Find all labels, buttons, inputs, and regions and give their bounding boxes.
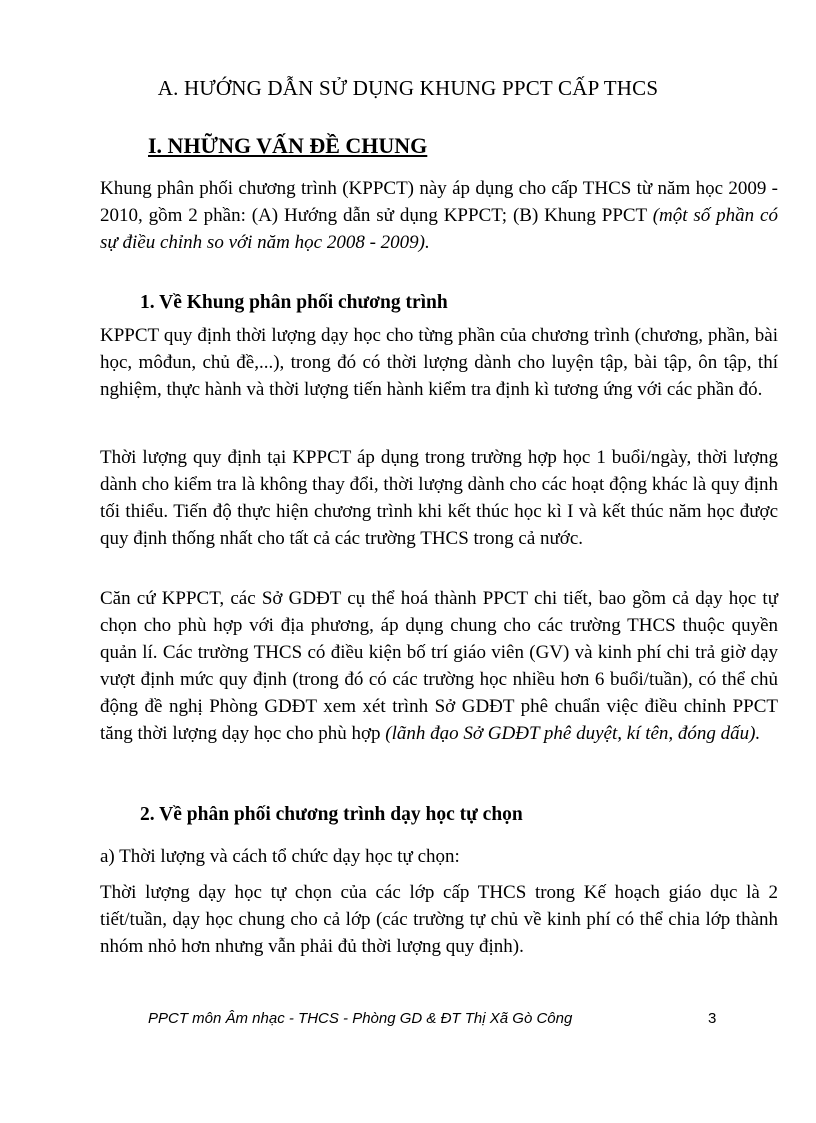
intro-text: Khung phân phối chương trình (KPPCT) này áp dụng cho cấp THCS từ năm học 2009 - 2010, gồm 2 phần: (A) Hướng dẫn sử dụng KPPCT; (B) Khung PPCT xyxy=(100,178,778,226)
subsection-2-paragraph-2: Thời lượng dạy học tự chọn của các lớp cấp THCS trong Kế hoạch giáo dục là 2 tiết/tuần, dạy học chung cho cả lớp (các trường tự chủ về kinh phí có thể chia lớp thành nhóm nhỏ hơn nhưng vẫn phải đủ thời lượng quy định). xyxy=(100,882,778,957)
document-title: A. HƯỚNG DẪN SỬ DỤNG KHUNG PPCT CẤP THCS xyxy=(157,76,659,100)
paragraph-3-italic-note: (lãnh đạo Sở GDĐT phê duyệt, kí tên, đóng dấu). xyxy=(385,723,761,744)
intro-italic-note: (một số phần có sự điều chỉnh so với năm học 2008 - 2009). xyxy=(100,205,778,253)
subsection-1-paragraph-2: Thời lượng quy định tại KPPCT áp dụng trong trường hợp học 1 buổi/ngày, thời lượng dành cho kiểm tra là không thay đổi, thời lượng dành cho các hoạt động khác là quy định tối thiểu. Tiến độ thực hiện chương trình khi kết thúc học kì I và kết thúc năm học được quy định thống nhất cho tất cả các trường THCS trong cả nước. xyxy=(100,447,778,549)
subsection-1-heading: 1. Về Khung phân phối chương trình xyxy=(140,292,448,313)
intro-paragraph xyxy=(100,175,778,256)
paragraph-3-text: Căn cứ KPPCT, các Sở GDĐT cụ thể hoá thành PPCT chi tiết, bao gồm cả dạy học tự chọn cho phù hợp với địa phương, áp dụng chung cho các trường THCS thuộc quyền quản lí. Các trường THCS có điều kiện bố trí giáo viên (GV) và kinh phí chi trả giờ dạy vượt định mức quy định (trong đó có các trường học nhiều hơn 6 buổi/tuần), có thể chủ động đề nghị Phòng GDĐT xem xét trình Sở GDĐT phê chuẩn việc điều chỉnh PPCT tăng thời lượng dạy học cho phù hợp xyxy=(100,588,778,744)
subsection-1-paragraph-3 xyxy=(100,585,778,747)
page-footer: PPCT môn Âm nhạc - THCS - Phòng GD & ĐT Thị Xã Gò Công xyxy=(148,1010,573,1027)
section-heading: I. NHỮNG VẤN ĐỀ CHUNG xyxy=(148,133,428,158)
subsection-2-heading: 2. Về phân phối chương trình dạy học tự chọn xyxy=(140,804,523,825)
page-number: 3 xyxy=(708,1010,717,1027)
subsection-1-paragraph-1: KPPCT quy định thời lượng dạy học cho từng phần của chương trình (chương, phần, bài học, môđun, chủ đề,...), trong đó có thời lượng dành cho luyện tập, bài tập, ôn tập, thí nghiệm, thực hành và thời lượng tiến hành kiểm tra định kì tương ứng với các phần đó. xyxy=(100,325,778,400)
subsection-2-paragraph-1: a) Thời lượng và cách tổ chức dạy học tự chọn: xyxy=(100,846,460,867)
